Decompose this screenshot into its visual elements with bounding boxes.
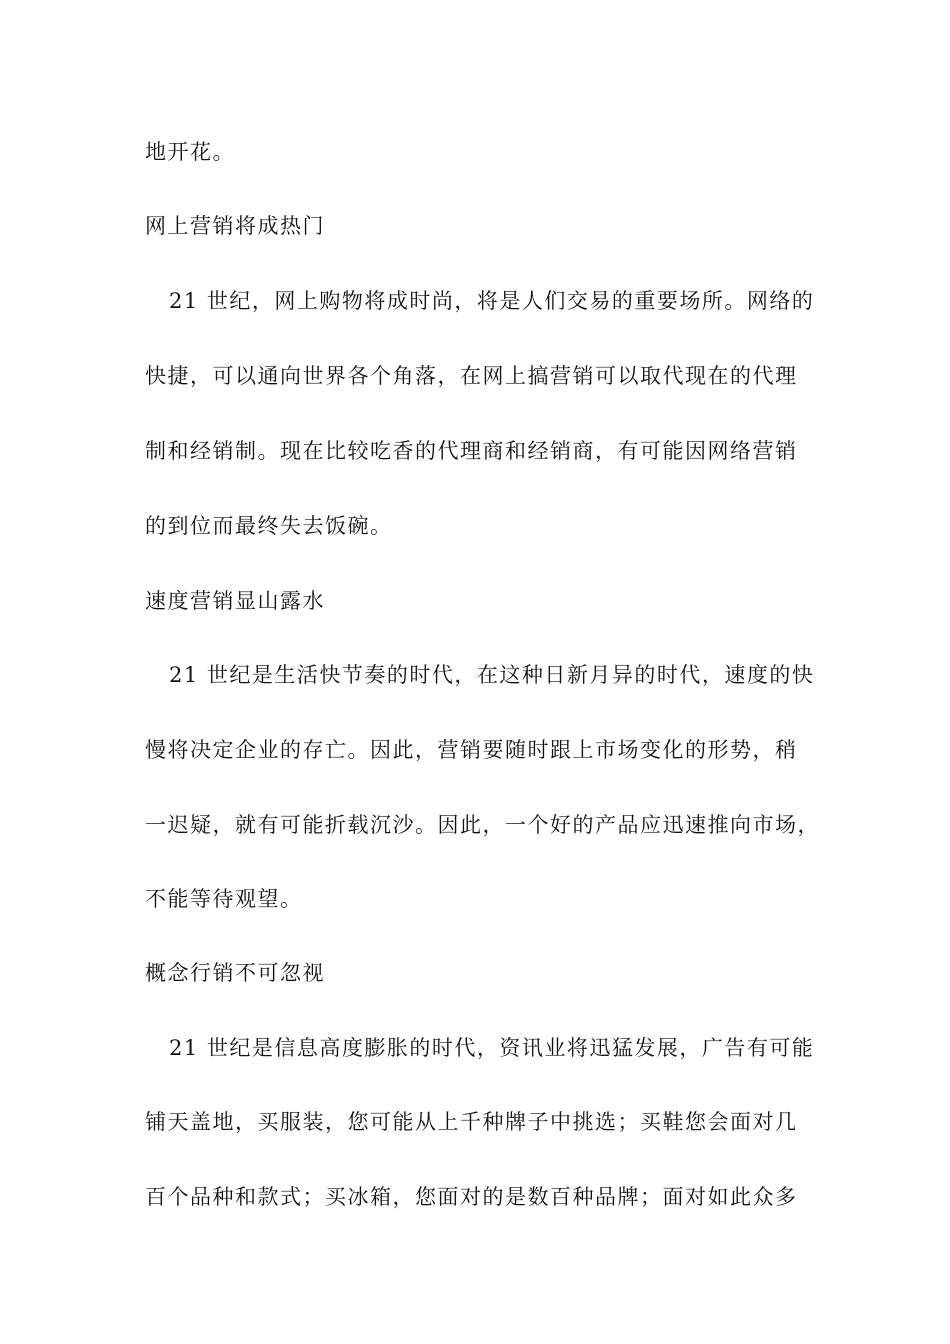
paragraph-line: 21 世纪，网上购物将成时尚，将是人们交易的重要场所。网络的 [169,289,815,313]
paragraph-line: 快捷，可以通向世界各个角落，在网上搞营销可以取代现在的代理 [145,364,798,388]
section-heading: 速度营销显山露水 [145,589,325,613]
paragraph-line: 的到位而最终失去饭碗。 [145,514,393,538]
paragraph-line: 制和经销制。现在比较吃香的代理商和经销商，有可能因网络营销 [145,439,798,463]
paragraph-line: 21 世纪是信息高度膨胀的时代，资讯业将迅猛发展，广告有可能 [169,1036,815,1060]
section-heading: 概念行销不可忽视 [145,961,325,985]
paragraph-line: 地开花。 [145,140,235,164]
paragraph-line: 慢将决定企业的存亡。因此，营销要随时跟上市场变化的形势，稍 [145,738,798,762]
paragraph-line: 百个品种和款式；买冰箱，您面对的是数百种品牌；面对如此众多 [145,1185,798,1209]
paragraph-line: 一迟疑，就有可能折载沉沙。因此，一个好的产品应迅速推向市场， [145,813,820,837]
paragraph-line: 铺天盖地，买服装，您可能从上千种牌子中挑选；买鞋您会面对几 [145,1110,798,1134]
paragraph-line: 不能等待观望。 [145,887,303,911]
paragraph-line: 21 世纪是生活快节奏的时代，在这种日新月异的时代，速度的快 [169,663,815,687]
section-heading: 网上营销将成热门 [145,214,325,238]
